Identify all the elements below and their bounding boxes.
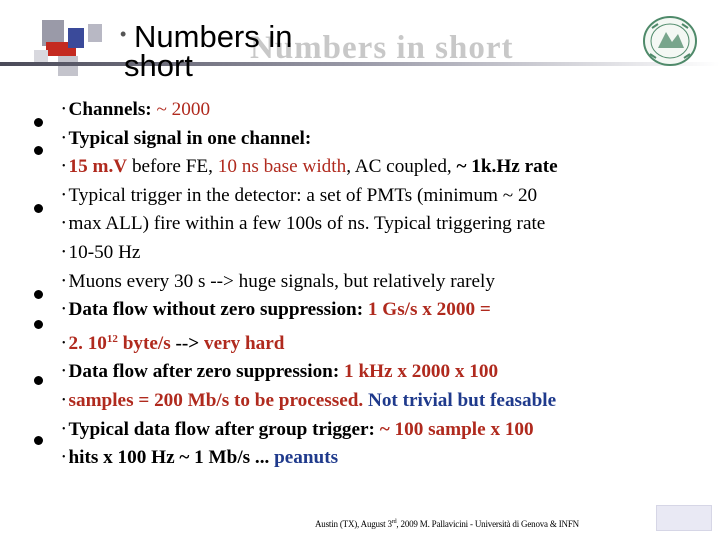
sub-bullet: • [62, 132, 66, 144]
bullet-text-segment: Not trivial but feasable [367, 389, 557, 411]
sub-bullet: • [62, 189, 66, 201]
bullet-line [62, 444, 712, 473]
sub-bullet: • [62, 161, 66, 173]
bullet-text-segment: 2. 10 [68, 332, 107, 354]
sub-bullet: • [62, 452, 66, 464]
title-shadow: Numbers in short [250, 30, 514, 66]
bullet-dot [34, 290, 43, 299]
bullet-text-segment: --> [170, 332, 204, 354]
bullet-text-segment: byte/s [117, 332, 171, 354]
bullet-text-segment: 15 m.V [68, 156, 128, 178]
bullet-text-segment: Typical signal in one channel: [68, 127, 312, 149]
footer-ordinal-sup: rd [391, 519, 397, 525]
bullet-line [62, 210, 712, 239]
bullet-line [62, 153, 712, 182]
bullet-text-segment: before FE, [127, 156, 218, 178]
bullet-text-segment: 10 ns base width [217, 156, 347, 178]
bullet-dot [34, 376, 43, 385]
bullet-text-segment: Data flow without zero suppression: [68, 299, 368, 321]
bullet-dot [34, 118, 43, 127]
sub-bullet: • [62, 304, 66, 316]
bullet-text-segment: Typical trigger in the detector: a set of PMTs (minimum ~ 20 [68, 184, 538, 206]
bullet-text-segment: ~ 1k.Hz rate [456, 156, 558, 178]
bullet-text-segment: 1 kHz x 2000 x 100 [344, 361, 499, 383]
bullet-text-segment: Muons every 30 s --> huge signals, but relatively rarely [68, 270, 495, 292]
slide-body [62, 96, 712, 473]
bullet-text-segment: ~ 2000 [156, 99, 211, 120]
bullet-line [62, 387, 712, 416]
bullet-text-segment: ~ 100 sample x 100 [379, 418, 534, 440]
title-bullet: • [120, 24, 127, 44]
bullet-text-segment: samples = 200 Mb/s to be processed. [68, 389, 368, 411]
bullet-line [62, 416, 712, 445]
sub-bullet: • [62, 394, 66, 406]
bullet-line [62, 125, 712, 154]
sub-bullet: • [62, 104, 66, 115]
bullet-line [62, 96, 712, 125]
sub-bullet: • [62, 366, 66, 378]
slide-nav-box [656, 505, 712, 531]
sub-bullet: • [62, 218, 66, 230]
bullet-line [62, 239, 712, 268]
bullet-dot [34, 436, 43, 445]
bullet-text-segment: peanuts [274, 447, 339, 469]
bullet-text-segment: 1 Gs/s x 2000 = [367, 299, 491, 321]
bullet-line [62, 358, 712, 387]
sub-bullet: • [62, 275, 66, 287]
bullet-text-segment: Typical data flow after group trigger: [68, 418, 380, 440]
bullet-text-segment: 10-50 Hz [68, 241, 141, 263]
bullet-line [62, 325, 712, 359]
slide-footer [315, 519, 579, 529]
footer-text-post: , 2009 M. Pallavicini - Università di Genova & INFN [396, 519, 579, 529]
university-seal-icon [638, 14, 702, 68]
title-line-1: Numbers in [134, 19, 293, 54]
sub-bullet: • [62, 246, 66, 258]
footer-text-pre: Austin (TX), August 3 [315, 519, 392, 529]
sub-bullet: • [62, 423, 66, 435]
title-line-2: short [124, 48, 193, 83]
bullet-dot [34, 204, 43, 213]
bullet-text-segment: , AC coupled, [346, 156, 457, 178]
bullet-text-segment: max ALL) fire within a few 100s of ns. Typical triggering rate [68, 213, 546, 235]
bullet-text-segment: very hard [203, 332, 285, 354]
bullet-line [62, 296, 712, 325]
page-title [120, 19, 293, 83]
corner-squares-logo-icon [28, 18, 118, 80]
bullet-text-segment: hits x 100 Hz ~ 1 Mb/s ... [68, 447, 275, 469]
bullet-text-segment: Data flow after zero suppression: [68, 361, 345, 383]
bullet-dot [34, 146, 43, 155]
bullet-line [62, 268, 712, 297]
bullet-dot [34, 320, 43, 329]
bullet-text-segment: 12 [106, 332, 118, 345]
bullet-line [62, 182, 712, 211]
sub-bullet: • [62, 337, 66, 349]
bullet-text-segment: Channels: [68, 99, 157, 120]
